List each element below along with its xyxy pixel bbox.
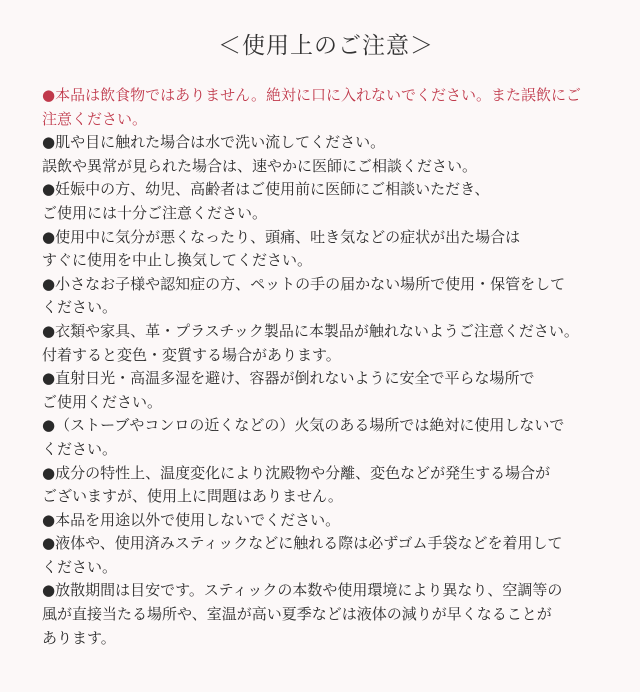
caution-line: ●直射日光・高温多湿を避け、容器が倒れないように安全で平らな場所で xyxy=(42,369,535,388)
caution-line: ください。 xyxy=(42,557,118,576)
caution-item xyxy=(42,273,610,320)
caution-item xyxy=(42,226,610,273)
caution-line: 注意ください。 xyxy=(42,109,148,128)
caution-item xyxy=(42,178,610,225)
caution-line: ●放散期間は目安です。スティックの本数や使用環境により異なり、空調等の xyxy=(42,581,563,600)
caution-line: ●妊娠中の方、幼児、高齢者はご使用前に医師にご相談いただき、 xyxy=(42,180,490,199)
caution-item xyxy=(42,509,610,533)
caution-line: ●液体や、使用済みスティックなどに触れる際は必ずゴム手袋などを着用して xyxy=(42,534,563,553)
caution-line: 付着すると変色・変質する場合があります。 xyxy=(42,345,341,364)
caution-item xyxy=(42,532,610,579)
caution-item xyxy=(42,84,610,131)
caution-line: ●衣類や家具、革・プラスチック製品に本製品が触れないようご注意ください。 xyxy=(42,321,579,340)
caution-list xyxy=(42,84,610,650)
caution-line: 誤飲や異常が見られた場合は、速やかに医師にご相談ください。 xyxy=(42,156,478,175)
page-title: ＜使用上のご注意＞ xyxy=(218,33,434,59)
caution-line: すぐに使用を中止し換気してください。 xyxy=(42,251,313,270)
caution-item xyxy=(42,579,610,650)
caution-line: ●成分の特性上、温度変化により沈殿物や分離、変色などが発生する場合が xyxy=(42,463,551,482)
caution-item xyxy=(42,320,610,367)
caution-line: あります。 xyxy=(42,628,116,647)
caution-line: ください。 xyxy=(42,439,118,458)
caution-item xyxy=(42,131,610,178)
caution-line: ご使用ください。 xyxy=(42,392,163,411)
caution-line: ご使用には十分ご注意ください。 xyxy=(42,203,268,222)
caution-item xyxy=(42,414,610,461)
caution-line: ●（ストーブやコンロの近くなどの）火気のある場所では絶対に使用しないで xyxy=(42,416,565,435)
caution-item xyxy=(42,462,610,509)
caution-line: ●使用中に気分が悪くなったり、頭痛、吐き気などの症状が出た場合は xyxy=(42,227,521,246)
caution-line: ください。 xyxy=(42,298,118,317)
caution-line: ございますが、使用上に問題はありません。 xyxy=(42,487,343,506)
caution-line: ●本品を用途以外で使用しないでください。 xyxy=(42,510,341,529)
caution-line: 風が直接当たる場所や、室温が高い夏季などは液体の減りが早くなることが xyxy=(42,605,552,624)
caution-line: ●本品は飲食物ではありません。絶対に口に入れないでください。また誤飲にご xyxy=(42,86,581,104)
caution-line: ●小さなお子様や認知症の方、ペットの手の届かない場所で使用・保管をして xyxy=(42,274,566,293)
caution-line: ●肌や目に触れた場合は水で洗い流してください。 xyxy=(42,133,386,152)
caution-item xyxy=(42,367,610,414)
